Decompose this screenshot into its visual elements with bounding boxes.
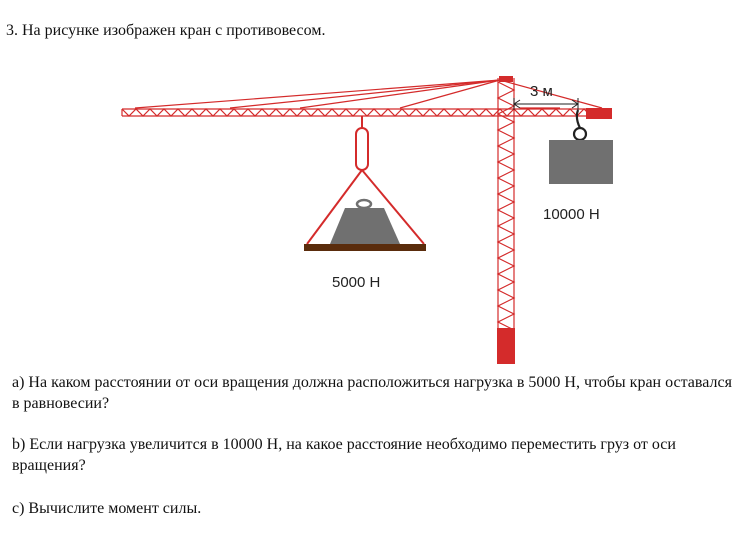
tower-top bbox=[499, 76, 513, 82]
distance-label: 3 м bbox=[530, 83, 553, 100]
load-weight-icon bbox=[330, 200, 400, 244]
question-c: c) Вычислите момент силы. bbox=[12, 500, 202, 517]
load-platform bbox=[304, 244, 426, 251]
question-a: а) На каком расстоянии от оси вращения должна расположиться нагрузка в 5000 Н, чтобы кран оставался в равновесии? bbox=[12, 374, 732, 412]
counterweight-block bbox=[549, 140, 613, 184]
load-label: 5000 Н bbox=[332, 274, 381, 291]
question-b: b) Если нагрузка увеличится в 10000 Н, на какое расстояние необходимо переместить груз от оси вращения? bbox=[12, 436, 676, 474]
load-hook-icon bbox=[356, 116, 368, 170]
counter-jib-block bbox=[586, 108, 612, 119]
counterweight-label: 10000 Н bbox=[543, 206, 600, 223]
problem-title: 3. На рисунке изображен кран с противовесом. bbox=[6, 22, 326, 39]
tower-base bbox=[497, 328, 515, 364]
